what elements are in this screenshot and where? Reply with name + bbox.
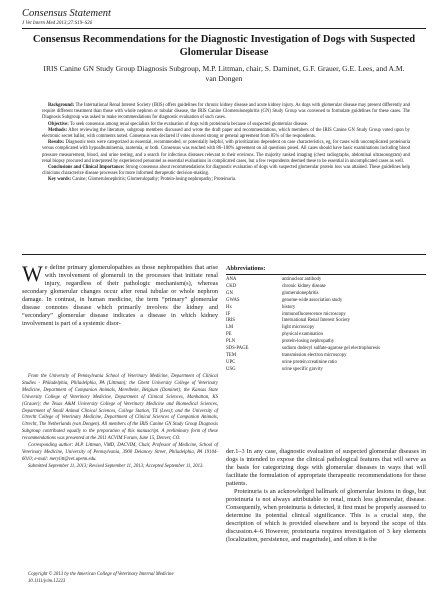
abstract [42,103,410,184]
doi-text: 10.1111/jvim.12223 [28,578,66,584]
abbreviation-row [226,291,426,298]
abbreviation-row [226,346,426,353]
abbreviation-term: PLN [226,339,236,345]
abbreviation-definition: genome-wide association study [282,297,343,303]
abbreviations-divider [226,274,426,275]
body-left-column [22,261,218,328]
abstract-conclusions: Conclusions and Clinical Importance: Strong consensus about recommendations for diagnostic evaluation of dogs with suspected glomerular protein loss was attained. These guidelines help clinicians characterize disease processes for more informed therapeutic decision-making. [42,165,411,177]
submission-dates: Submitted September 11, 2013; Revised September 11, 2013; Accepted September 11, 2013. [28,463,204,469]
copyright-text: Copyright © 2013 by the American College of Veterinary Internal Medicine [28,572,174,577]
abbreviation-row [226,332,426,339]
header-divider [22,28,426,29]
affiliation-footnote [22,374,218,471]
abbreviation-definition: history [282,304,296,310]
abbreviation-definition: protein-losing nephropathy [282,339,335,345]
body-paragraph: der.1–3 In any case, diagnostic evaluation of suspected glomerular diseases in dogs is intended to expose the clinical pathological features that will serve as the basis for categorizing dogs with glomerular diseases in ways that will facilitate the formulation of appropriate therapeutic recommendations for these patients. [226,448,426,487]
abbreviation-row [226,298,426,305]
abbreviation-definition: International Renal Interest Society [282,318,351,324]
intro-paragraph: e define primary glomerulopathies as those nephropathies that arise with involvement of glomeruli in the processes that initiate renal injury, regardless of their pathologic mechanism(s), whereas secondary glomerular changes occur after renal tubular or whole nephron damage. In contrast, in human medicine, the term “primary” glomerular disease connotes disease which primarily involves the kidney and “secondary” glomerular disease indicates a disease in which kidney involvement is part of a systemic disor- [22,264,218,327]
abstract-keywords: Key words: Canine; Glomerulonephritis; Glomerulopathy; Protein-losing nephropathy; Proteinuria. [48,177,236,183]
abbreviation-term: IRIS [226,318,236,324]
correspondence-text: Corresponding author: M.P. Littman, VMD, DACVIM, Chair, Professor of Medicine, School of Veterinary Medicine, University of Pennsylvania, 3900 Delancey Street, Philadelphia, PA 19104-6010; e-mail: merylitt@vet.upenn.edu. [22,443,218,462]
abbreviation-definition: transmission electron microscopy [282,352,347,358]
abbreviation-definition: urine protein:creatinine ratio [282,359,337,365]
abbreviation-definition: chronic kidney disease [282,283,326,289]
abbreviation-definition: immunofluorescence microscopy [282,311,346,317]
abbreviations-list [226,277,426,374]
abbreviation-term: LM [226,325,234,331]
abbreviation-row [226,325,426,332]
running-header [22,8,426,27]
author-list: IRIS Canine GN Study Group Diagnosis Subgroup, M.P. Littman, chair, S. Daminet, G.F. Grauer, G.E. Lees, and A.M. van Dongen [43,64,405,83]
abbreviation-term: Hx [226,304,232,310]
abbreviation-row [226,284,426,291]
abstract-results: Results: Diagnostic tests were categorized as essential, recommended, or potentially helpful, with prioritization dependent on case characteristics, eg, for cases with uncomplicated proteinuria versus complicated with hypoalbuminemia, azotemia, or both. Consensus was reached with 86–100% agreement on all questions posed. All cases should have basic examinations including blood pressure measurement, blood, and urine testing, and a search for infectious diseases relevant to their environs. The majority ranked imaging (chest radiographs, abdominal ultrasonogram) and renal biopsy procured and interpreted by experienced personnel as essential evaluations in complicated cases, but a few respondents deemed these to be essential in uncomplicated cases as well. [42,140,411,164]
abbreviation-row [226,305,426,312]
abbreviation-definition: antinuclear antibody [282,277,322,282]
abstract-background: Background: The International Renal Interest Society (IRIS) offers guidelines for chronic kidney disease and acute kidney injury. As dogs with glomerular disease may present differently and require different treatment than those with whole nephron or tubular disease, the IRIS Canine Glomerulonephritis (GN) Study Group was convened to formulate guidelines for these cases. The Diagnosis Subgroup was asked to make recommendations for diagnostic evaluation of such cases. [42,103,411,121]
body-right-column [226,448,426,544]
copyright-notice [22,572,218,586]
body-paragraph: Proteinuria is an acknowledged hallmark of glomerular lesions in dogs, but proteinuria is not always attributable to renal, much less glomerular, disease. Consequently, when proteinuria is detected, it first must be properly assessed to determine its potential clinical significance. This is a crucial step, the description of which is provided elsewhere and is beyond the scope of this discussion.4–6 However, proteinuria requires investigation of 3 key elements (localization, persistence, and magnitude), and often it is the [226,488,426,543]
journal-section-title: Consensus Statement [22,8,111,19]
abbreviation-row [226,360,426,367]
abbreviation-definition: glomerulonephritis [282,290,319,296]
abbreviation-term: GWAS [226,297,240,303]
abbreviation-definition: sodium dodecyl sulfate-agarose gel electrophoresis [282,346,381,352]
abbreviation-term: CKD [226,283,237,289]
abbreviation-term: UPC [226,359,236,365]
affiliation-text: From the University of Pennsylvania School of Veterinary Medicine, Department of Clinical Studies - Philadelphia, Philadelphia, PA (Littman); the Ghent University College of Veterinary Medicine, Department of Companion Animals, Merelbeke, Belgium (Daminet); the Kansas State University College of Veterinary Medicine, Department of Clinical Sciences, Manhattan, KS (Grauer); the Texas A&M University College of Veterinary Medicine and Biomedical Sciences, Department of Small Animal Clinical Sciences, College Station, TX (Lees); and the University of Utrecht College of Veterinary Medicine, Department of Clinical Sciences of Companion Animals, Utrecht, The Netherlands (van Dongen). All members of the IRIS Canine GN Study Group Diagnosis Subgroup contributed equally to the preparation of this manuscript. A preliminary form of these recommendations was presented at the 2011 ACVIM Forum, June 15, Denver, CO. [22,374,218,442]
abstract-methods: Methods: After reviewing the literature, subgroup members discussed and wrote the draft paper and recommendations, which members of the IRIS Canine GN Study Group voted upon by electronic secret ballot, with comments noted. Consensus was declared if votes showed strong or general agreement from 85% of the respondents. [42,127,410,140]
abbreviation-row [226,277,426,284]
abbreviation-row [226,318,426,325]
abbreviations-title: Abbreviations: [226,265,266,272]
abbreviation-row [226,353,426,360]
abbreviation-term: TEM [226,352,237,358]
abbreviation-term: PE [226,332,232,338]
abbreviation-row [226,312,426,319]
abbreviation-row [226,367,426,374]
abstract-objective: Objective: To seek consensus among renal specialists for the evaluation of dogs with proteinuria because of suspected glomerular disease. [48,121,309,127]
drop-cap: W [22,261,43,286]
abbreviation-definition: light microscopy [282,325,315,331]
abbreviation-term: USG [226,366,236,372]
abbreviations-box [226,264,426,374]
abbreviation-row [226,339,426,346]
abbreviation-definition: urine specific gravity [282,366,323,372]
journal-citation: J Vet Intern Med 2013;27:S19–S26 [22,21,93,26]
abbreviation-definition: physical examination [282,332,323,338]
abbreviation-term: SDS-PAGE [226,346,249,352]
abbreviation-term: GN [226,290,233,296]
article-title: Consensus Recommendations for the Diagnostic Investigation of Dogs with Suspected Glomerular Disease [32,34,416,58]
abstract-divider [22,254,426,255]
abbreviation-term: ANA [226,277,237,282]
abbreviation-term: IF [226,311,231,317]
